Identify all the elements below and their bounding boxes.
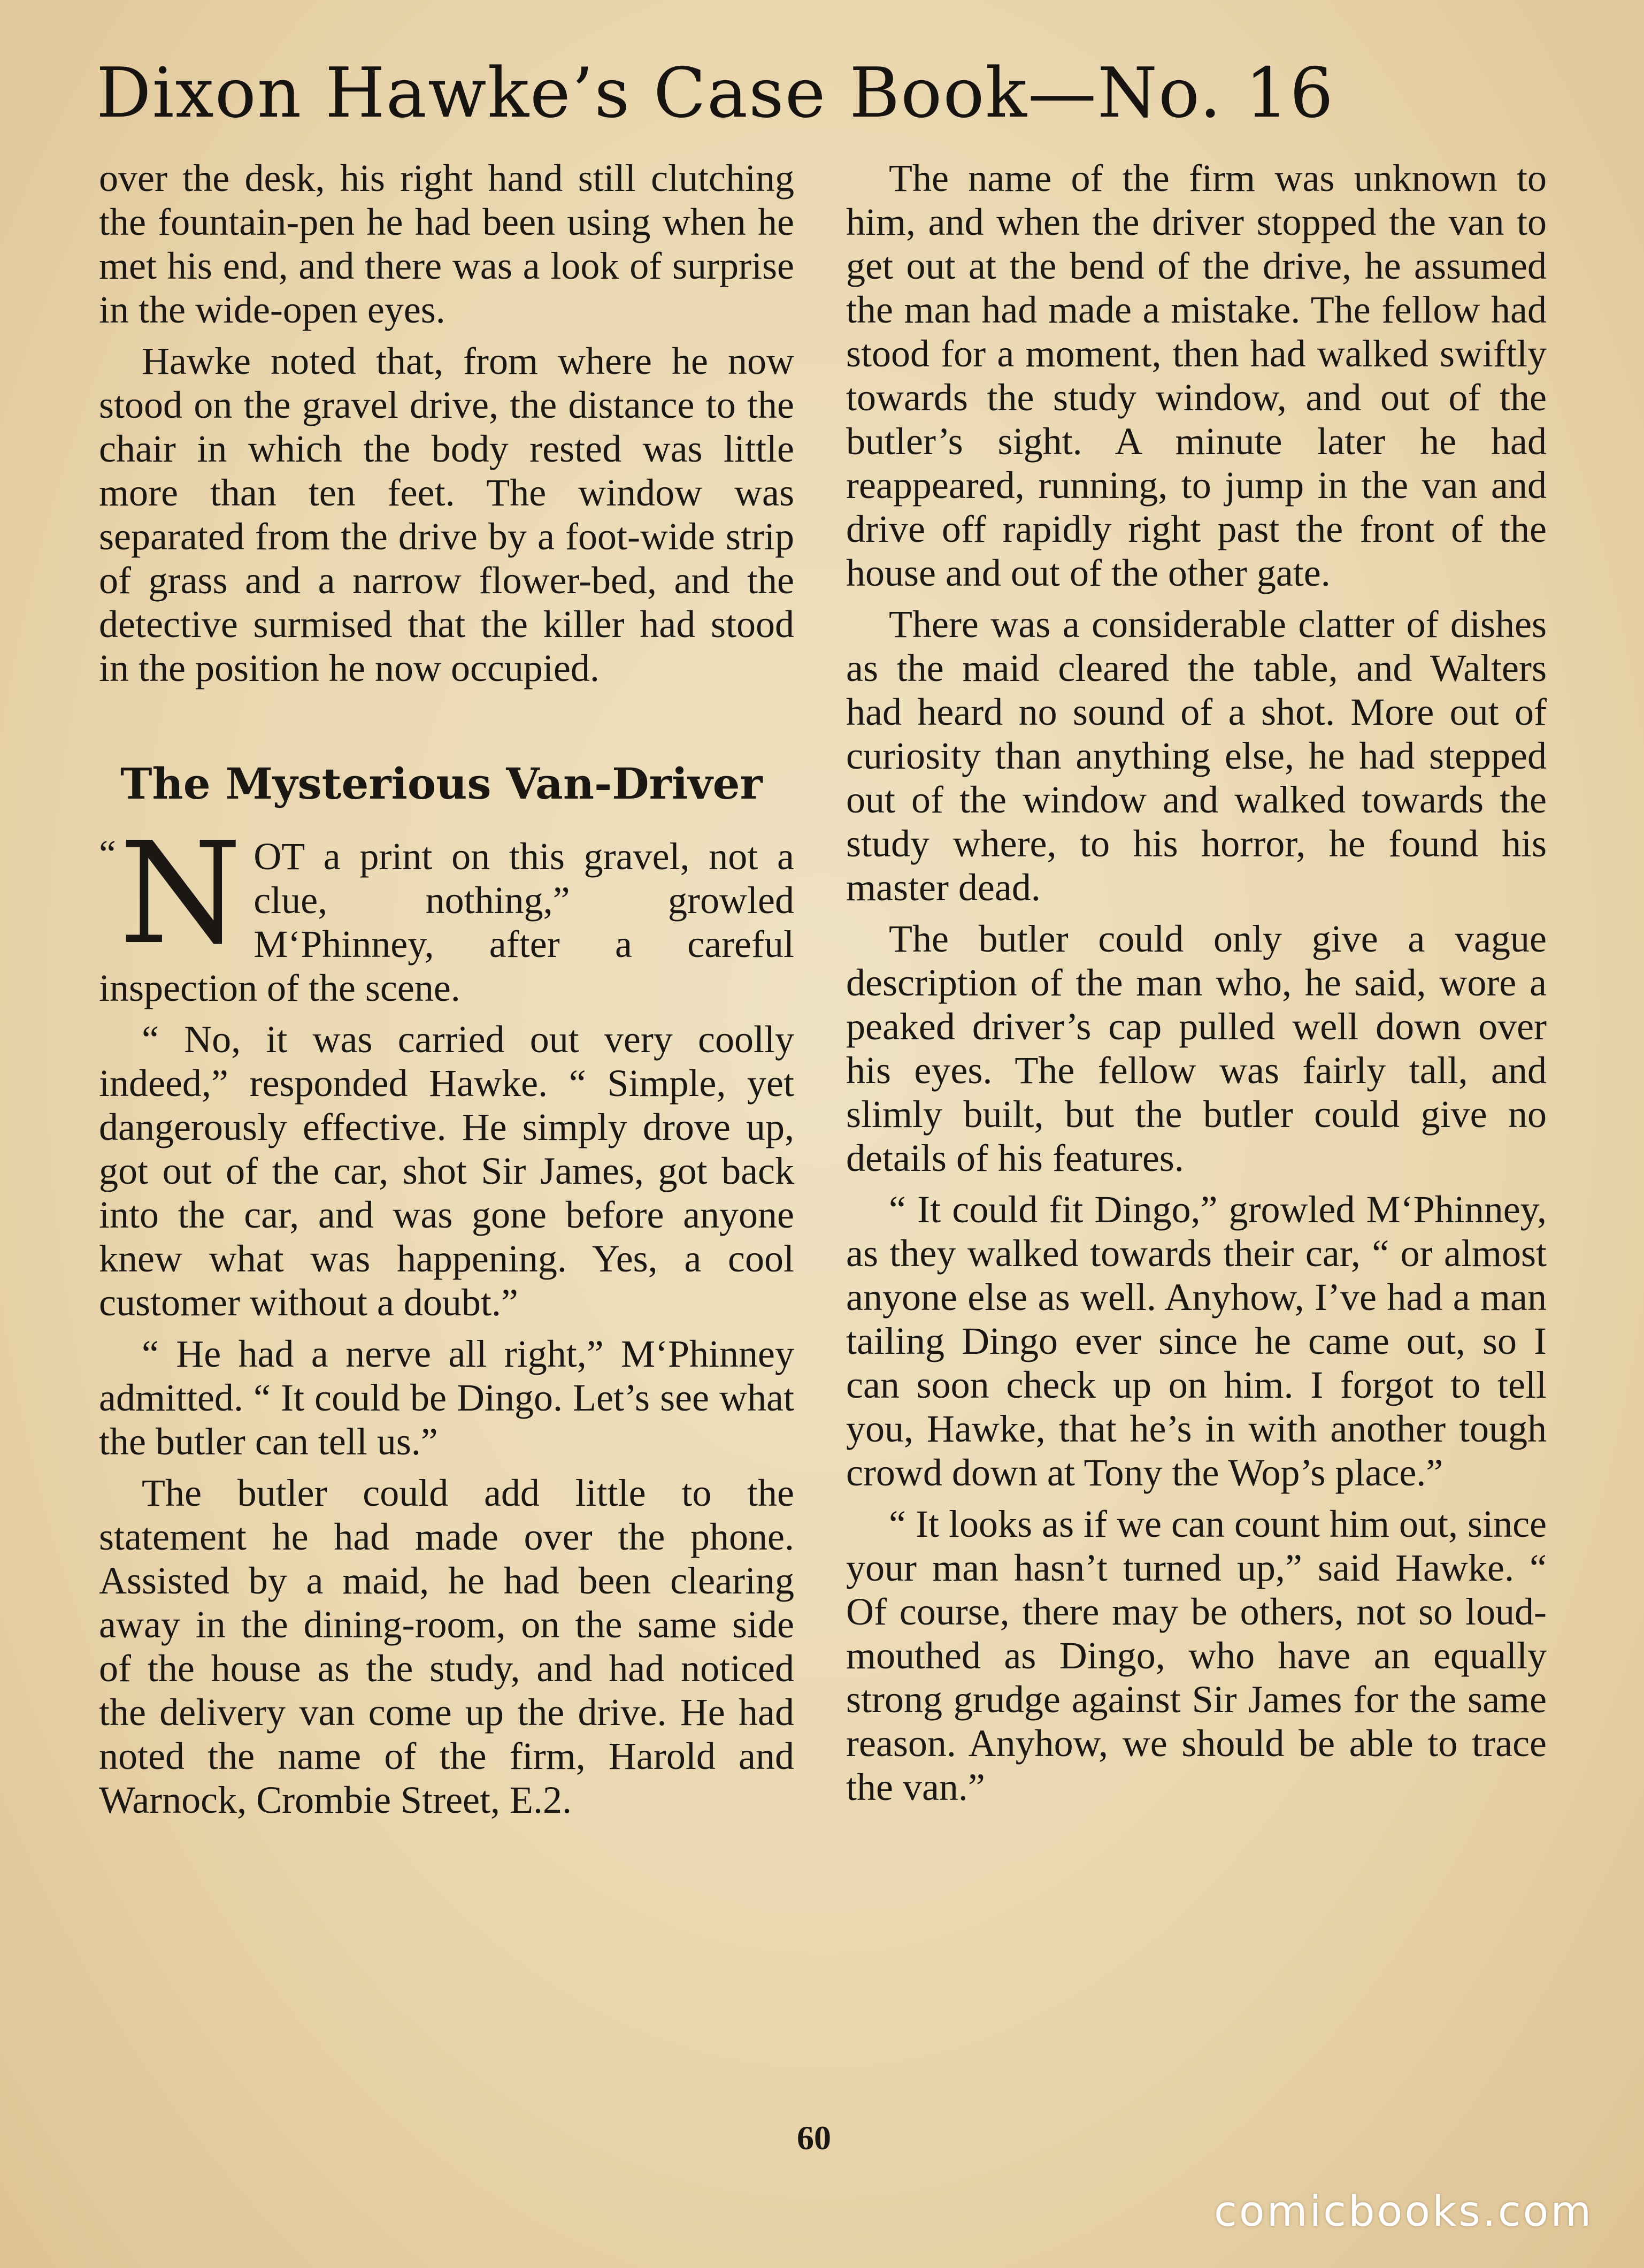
dropcap-letter: N xyxy=(119,812,242,975)
paragraph: over the desk, his right hand still clutching the fountain-pen he had been using when he met his end, and there was a look of surprise in the wide-open eyes. xyxy=(99,157,794,331)
paragraph: There was a considerable clatter of dishes as the maid cleared the table, and Walters had heard no sound of a shot. More out of curiosity than anything else, he had stepped out of the window and walked towards the study where, to his horror, he found his master dead. xyxy=(846,603,1547,909)
paragraph: The butler could only give a vague description of the man who, he said, wore a peaked driver’s cap pulled well down over his eyes. The fellow was fairly tall, and slimly built, but the butler could give no details of his features. xyxy=(846,917,1547,1179)
dropcap-paragraph xyxy=(99,812,794,1010)
paragraph: Hawke noted that, from where he now stood on the gravel drive, the distance to the chair in which the body rested was little more than ten feet. The window was separated from the drive by a foot-wide strip of grass and a narrow flower-bed, and the detective surmised that the killer had stood in the position he now occupied. xyxy=(99,340,794,689)
open-quote: “ xyxy=(99,832,116,875)
paragraph: “ No, it was carried out very coolly indeed,” responded Hawke. “ Simple, yet dangerously effective. He simply drove up, got out of the car, shot Sir James, got back into the car, and was gone before anyone knew what was happening. Yes, a cool customer without a doubt.” xyxy=(99,1018,794,1324)
page-number: 60 xyxy=(797,2119,831,2157)
paragraph: “ It could fit Dingo,” growled M‘Phinney, as they walked towards their car, “ or almost anyone else as well. Anyhow, I’ve had a man tailing Dingo ever since he came out, so I can soon check up on him. I forgot to tell you, Hawke, that he’s in with another tough crowd down at Tony the Wop’s place.” xyxy=(846,1188,1547,1494)
left-column xyxy=(99,156,794,1829)
watermark: comicbooks.com xyxy=(1214,2188,1594,2236)
section-heading: The Mysterious Van-Driver xyxy=(120,758,763,809)
dropcap-paragraph-text: OT a print on this gravel, not a clue, nothing,” growled M‘Phinney, after a careful inspection of the scene. xyxy=(99,835,794,1009)
right-column xyxy=(846,156,1547,1817)
paragraph: The name of the firm was unknown to him, and when the driver stopped the van to get out at the bend of the drive, he assumed the man had made a mistake. The fellow had stood for a moment, then had walked swiftly towards the study window, and out of the butler’s sight. A minute later he had reappeared, running, to jump in the van and drive off rapidly right past the front of the house and out of the other gate. xyxy=(846,157,1547,594)
paragraph: The butler could add little to the statement he had made over the phone. Assisted by a maid, he had been clearing away in the dining-room, on the same side of the house as the study, and had noticed the delivery van come up the drive. He had noted the name of the firm, Harold and Warnock, Crombie Street, E.2. xyxy=(99,1472,794,1821)
paragraph: “ It looks as if we can count him out, since your man hasn’t turned up,” said Hawke. “ Of course, there may be others, not so loud-mouthed as Dingo, who have an equally strong grudge against Sir James for the same reason. Anyhow, we should be able to trace the van.” xyxy=(846,1503,1547,1809)
page-title: Dixon Hawke’s Case Book—No. 16 xyxy=(96,53,1334,133)
paragraph: “ He had a nerve all right,” M‘Phinney admitted. “ It could be Dingo. Let’s see what the butler can tell us.” xyxy=(99,1332,794,1463)
